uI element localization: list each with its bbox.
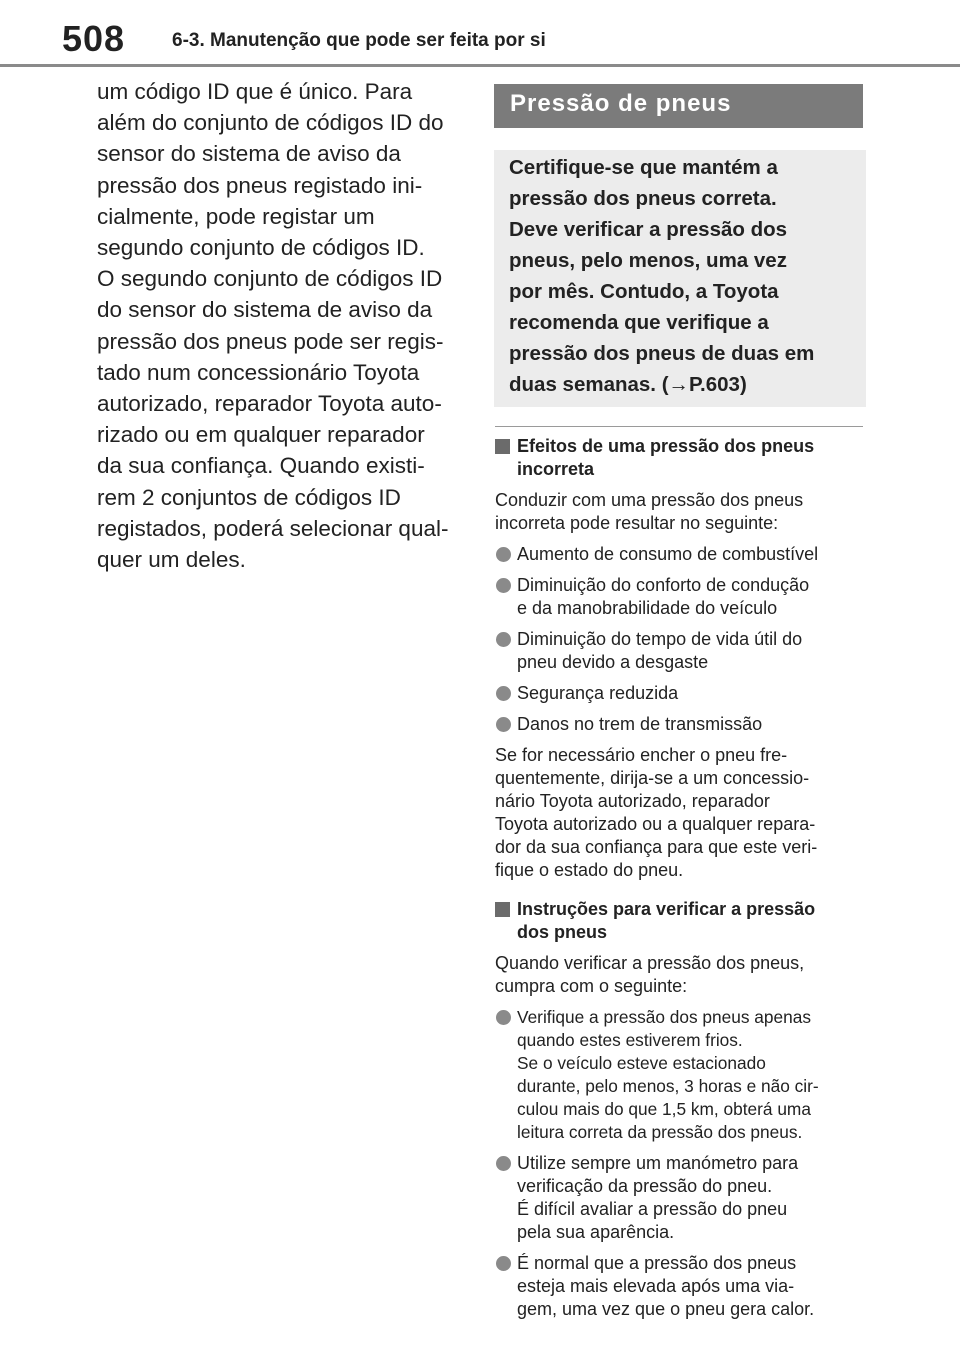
note-line: Certifique-se que mantém a [509, 156, 778, 179]
text-line: Toyota autorizado ou a qualquer repara- [495, 814, 816, 834]
bullet-line: e da manobrabilidade do veículo [517, 598, 778, 618]
bullet-line: É normal que a pressão dos pneus [517, 1253, 797, 1273]
bullet-line: quando estes estiverem frios. [517, 1030, 743, 1050]
bullet-line: leitura correta da pressão dos pneus. [517, 1122, 803, 1142]
text-line: da sua confiança. Quando existi- [97, 453, 425, 479]
bullet-line: Verifique a pressão dos pneus apenas [517, 1007, 811, 1027]
circle-bullet-icon [496, 547, 511, 562]
page-number: 508 [62, 18, 126, 59]
section-divider [495, 426, 863, 427]
bullet-line: pela sua aparência. [517, 1222, 675, 1242]
bullet-line: culou mais do que 1,5 km, obterá uma [517, 1099, 811, 1119]
bullet-item [495, 543, 863, 566]
text-line: registados, poderá selecionar qual- [97, 515, 449, 541]
square-bullet-icon [495, 902, 510, 917]
text-line: tado num concessionário Toyota [97, 359, 420, 385]
bullet-line: Utilize sempre um manómetro para [517, 1153, 799, 1173]
circle-bullet-icon [496, 1256, 511, 1271]
text-line: nário Toyota autorizado, reparador [495, 791, 770, 811]
text-line: pressão dos pneus pode ser regis- [97, 328, 444, 354]
circle-bullet-icon [496, 578, 511, 593]
bullet-line: Se o veículo esteve estacionado [517, 1053, 766, 1073]
square-bullet-icon [495, 439, 510, 454]
section-box-title: Pressão de pneus [494, 84, 863, 128]
note-line-page-reference[interactable]: duas semanas. (→P.603) [509, 373, 747, 396]
bullet-line: durante, pelo menos, 3 horas e não cir- [517, 1076, 819, 1096]
note-line: pressão dos pneus de duas em [509, 342, 815, 365]
bullet-item [495, 713, 863, 736]
text-line: Quando verificar a pressão dos pneus, [495, 953, 805, 973]
bullet-item [495, 1252, 863, 1321]
heading-line: incorreta [517, 459, 595, 479]
note-line: Deve verificar a pressão dos [509, 218, 788, 241]
text-line: quer um deles. [97, 547, 246, 573]
paragraph [495, 952, 863, 998]
text-line: segundo conjunto de códigos ID. [97, 235, 425, 261]
subsection-heading [495, 898, 863, 944]
note-line: por mês. Contudo, a Toyota [509, 280, 779, 303]
paragraph [495, 489, 863, 535]
text-line: dor da sua confiança para que este veri- [495, 837, 818, 857]
bullet-item [495, 574, 863, 620]
text-line: do sensor do sistema de aviso da [97, 297, 433, 323]
bullet-line: Danos no trem de transmissão [517, 714, 763, 734]
bullet-line: Segurança reduzida [517, 683, 679, 703]
text-line: cialmente, pode registar um [97, 203, 375, 229]
note-line: pneus, pelo menos, uma vez [509, 249, 787, 272]
bullet-line: Diminuição do conforto de condução [517, 575, 810, 595]
text-line: cumpra com o seguinte: [495, 976, 688, 996]
circle-bullet-icon [496, 1156, 511, 1171]
text-line: rizado ou em qualquer reparador [97, 422, 425, 448]
circle-bullet-icon [496, 632, 511, 647]
bullet-line: É difícil avaliar a pressão do pneu [517, 1199, 788, 1219]
circle-bullet-icon [496, 686, 511, 701]
circle-bullet-icon [496, 717, 511, 732]
circle-bullet-icon [496, 1010, 511, 1025]
text-line: fique o estado do pneu. [495, 860, 684, 880]
bullet-line: gem, uma vez que o pneu gera calor. [517, 1299, 815, 1319]
text-line: Se for necessário encher o pneu fre- [495, 745, 788, 765]
heading-line: dos pneus [517, 922, 608, 942]
text-line: um código ID que é único. Para [97, 79, 413, 104]
text-line: incorreta pode resultar no seguinte: [495, 513, 779, 533]
text-line: sensor do sistema de aviso da [97, 141, 401, 167]
heading-line: Efeitos de uma pressão dos pneus [517, 436, 815, 456]
text-line: O segundo conjunto de códigos ID [97, 266, 443, 292]
right-column-text [495, 426, 863, 1329]
bullet-line: verificação da pressão do pneu. [517, 1176, 773, 1196]
text-line: quentemente, dirija-se a um concessio- [495, 768, 810, 788]
heading-line: Instruções para verificar a pressão [517, 899, 816, 919]
bullet-line: pneu devido a desgaste [517, 652, 709, 672]
bullet-line: Aumento de consumo de combustível [517, 544, 819, 564]
text-line: pressão dos pneus registado ini- [97, 172, 423, 198]
text-line: rem 2 conjuntos de códigos ID [97, 484, 401, 510]
text-line: autorizado, reparador Toyota auto- [97, 391, 442, 417]
paragraph [495, 744, 863, 882]
bullet-item [495, 628, 863, 674]
section-title: 6-3. Manutenção que pode ser feita por si [172, 30, 546, 51]
note-line: recomenda que verifique a [509, 311, 769, 334]
note-line: pressão dos pneus correta. [509, 187, 777, 210]
header-divider [0, 64, 960, 67]
note-box [494, 150, 866, 407]
text-line: além do conjunto de códigos ID do [97, 110, 444, 136]
bullet-line: Diminuição do tempo de vida útil do [517, 629, 803, 649]
bullet-item [495, 1152, 863, 1244]
text-line: Conduzir com uma pressão dos pneus [495, 490, 804, 510]
bullet-item [495, 1006, 863, 1144]
subsection-heading [495, 435, 863, 481]
left-column-text [97, 76, 457, 575]
bullet-item [495, 682, 863, 705]
bullet-line: esteja mais elevada após uma via- [517, 1276, 795, 1296]
